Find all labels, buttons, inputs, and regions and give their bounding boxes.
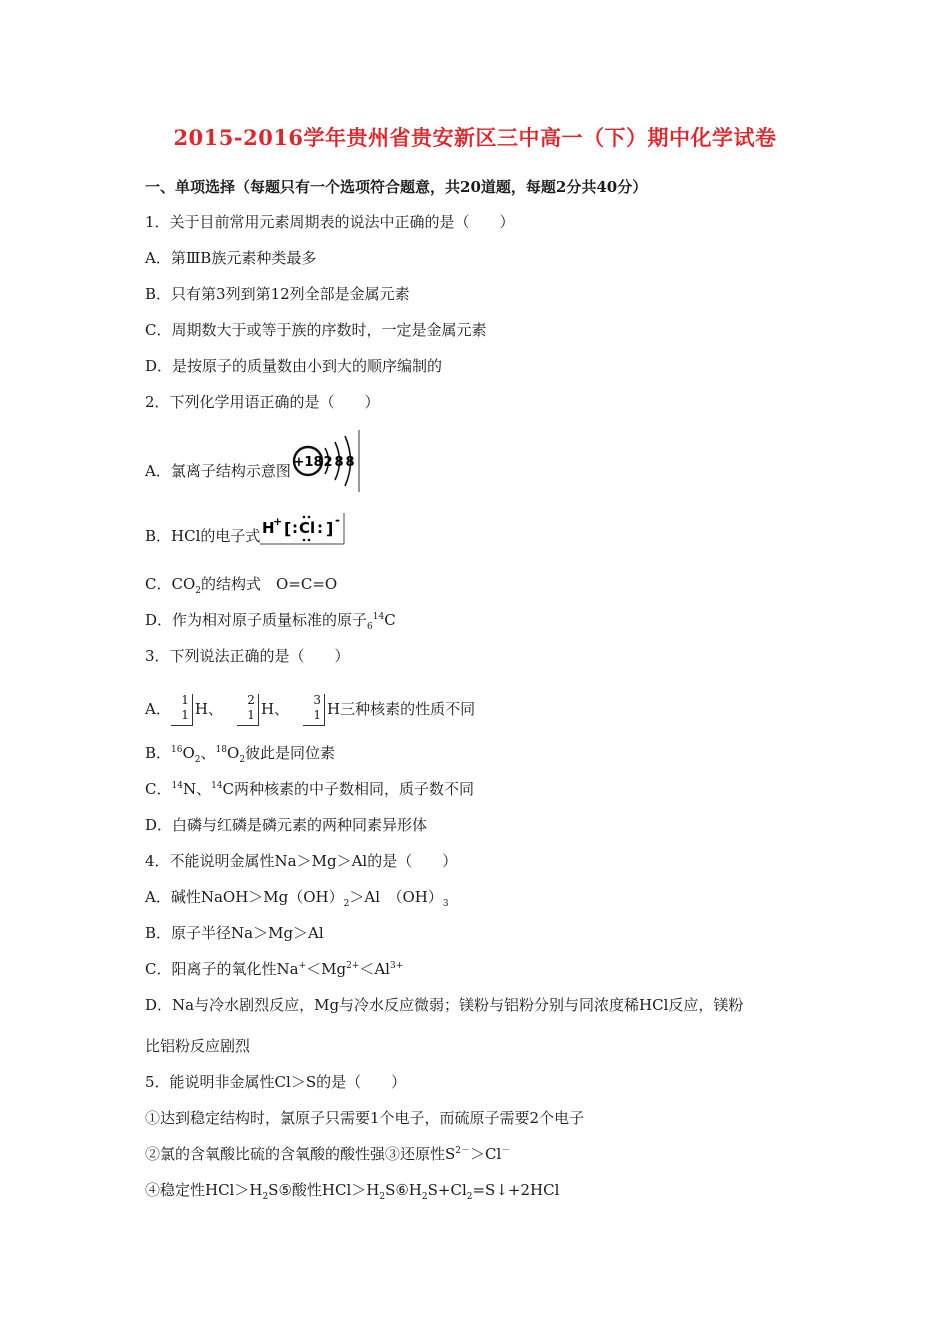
isotope-symbol: H三种核素的性质不同 bbox=[327, 700, 476, 718]
question-2-option-b bbox=[145, 513, 348, 546]
chloride-ion-structure-diagram bbox=[291, 430, 361, 492]
option-c-post: 的结构式 O=C=O bbox=[201, 575, 338, 593]
question-1-option-b: B．只有第3列到第12列全部是金属元素 bbox=[145, 285, 410, 303]
right-electron-pair: : bbox=[317, 519, 324, 537]
mass-number: 1 bbox=[181, 693, 189, 707]
option-c-post: C两种核素的中子数相同，质子数不同 bbox=[222, 780, 475, 798]
question-1-option-c: C．周期数大于或等于族的序数时，一定是金属元素 bbox=[145, 321, 487, 339]
mass-number: 18 bbox=[215, 745, 227, 755]
statement-text: =S↓+2HCl bbox=[472, 1181, 560, 1199]
option-c-mid: ＜Al bbox=[359, 960, 390, 978]
question-2-option-d bbox=[145, 610, 396, 630]
shell-3-electrons: 8 bbox=[345, 455, 355, 470]
hydrogen-symbol: H bbox=[262, 519, 275, 537]
question-4-option-d-line-1: D．Na与冷水剧烈反应，Mg与冷水反应微弱；镁粉与铝粉分别与同浓度稀HCl反应，镁粉 bbox=[145, 996, 744, 1014]
question-4-option-d-line-2: 比铝粉反应剧烈 bbox=[145, 1037, 251, 1055]
mass-number: 14 bbox=[211, 781, 223, 791]
option-a-pre: A．碱性NaOH＞Mg（OH） bbox=[145, 888, 344, 906]
chlorine-symbol: Cl bbox=[299, 519, 316, 537]
question-5-statements-2-3 bbox=[145, 1144, 510, 1164]
shell-1-electrons: 2 bbox=[323, 455, 333, 470]
charge: 3+ bbox=[389, 961, 404, 971]
statement-text: ④稳定性HCl＞H bbox=[145, 1181, 263, 1199]
question-4-option-b: B．原子半径Na＞Mg＞Al bbox=[145, 924, 324, 942]
option-c-mid: ＜Mg bbox=[306, 960, 347, 978]
nitrogen-symbol: N、 bbox=[182, 780, 212, 798]
isotope-symbol: H、 bbox=[260, 700, 290, 718]
element-symbol: C bbox=[384, 611, 396, 629]
charge: － bbox=[501, 1146, 511, 1156]
option-c-label: C． bbox=[145, 780, 172, 798]
mass-number: 14 bbox=[171, 781, 183, 791]
statement-text: ＞Cl bbox=[470, 1145, 502, 1163]
question-1-stem: 1．关于目前常用元素周期表的说法中正确的是（ ） bbox=[145, 213, 515, 231]
subscript: 2 bbox=[379, 1192, 386, 1202]
question-3-option-c bbox=[145, 779, 474, 799]
subscript: 3 bbox=[442, 899, 449, 909]
statement-text: S⑥H bbox=[385, 1181, 422, 1199]
mass-number: 3 bbox=[313, 693, 322, 707]
statement-text: ②氯的含氧酸比硫的含氧酸的酸性强③还原性S bbox=[145, 1145, 456, 1163]
left-bracket: [ bbox=[284, 519, 292, 538]
question-1-option-a: A．第ⅢB族元素种类最多 bbox=[145, 249, 317, 267]
option-c-pre: C．CO bbox=[145, 575, 196, 593]
hydrogen-2-isotope-notation bbox=[237, 694, 261, 726]
question-5-statements-4-6 bbox=[145, 1180, 559, 1200]
oxygen-symbol: O bbox=[182, 744, 195, 762]
question-3-option-d: D．白磷与红磷是磷元素的两种同素异形体 bbox=[145, 816, 428, 834]
separator: 、 bbox=[200, 744, 216, 762]
mass-number: 2 bbox=[247, 693, 255, 707]
subscript: 2 bbox=[195, 586, 201, 596]
shell-2-electrons: 8 bbox=[334, 455, 344, 470]
subscript: 2 bbox=[343, 899, 350, 909]
charge: 2+ bbox=[346, 961, 360, 971]
subscript: 2 bbox=[194, 755, 201, 765]
atomic-number: 1 bbox=[247, 708, 255, 722]
subscript: 2 bbox=[239, 755, 246, 765]
right-bracket: ] bbox=[326, 519, 334, 538]
option-a-mid: ＞Al （OH） bbox=[349, 888, 443, 906]
question-2-option-c bbox=[145, 574, 337, 594]
question-4-stem: 4．不能说明金属性Na＞Mg＞Al的是（ ） bbox=[145, 852, 458, 870]
question-4-option-c bbox=[145, 959, 403, 979]
question-4-option-a bbox=[145, 887, 449, 907]
charge: + bbox=[298, 961, 307, 971]
charge: 2－ bbox=[455, 1146, 471, 1156]
left-electron-pair: : bbox=[292, 519, 299, 537]
question-3-stem: 3．下列说法正确的是（ ） bbox=[145, 647, 350, 665]
minus-charge: - bbox=[335, 513, 341, 527]
option-b-text: B．HCl的电子式 bbox=[145, 527, 261, 545]
plus-charge: + bbox=[273, 515, 283, 528]
statement-text: S⑤酸性HCl＞H bbox=[268, 1181, 380, 1199]
option-a-text: A．氯离子结构示意图 bbox=[145, 462, 291, 480]
question-2-stem: 2．下列化学用语正确的是（ ） bbox=[145, 393, 380, 411]
atomic-number: 6 bbox=[367, 622, 373, 632]
question-3-option-a bbox=[145, 694, 475, 726]
hcl-electron-formula bbox=[260, 511, 348, 545]
statement-text: S+Cl bbox=[427, 1181, 467, 1199]
subscript: 2 bbox=[421, 1192, 428, 1202]
question-3-option-b bbox=[145, 743, 335, 763]
option-c-pre: C．阳离子的氧化性Na bbox=[145, 960, 299, 978]
subscript: 2 bbox=[262, 1192, 269, 1202]
hydrogen-3-isotope-notation bbox=[303, 694, 327, 726]
hydrogen-1-isotope-notation bbox=[171, 694, 195, 726]
section-heading: 一、单项选择（每题只有一个选项符合题意，共20道题，每题2分共40分） bbox=[145, 178, 648, 196]
option-b-label: B． bbox=[145, 744, 172, 762]
atomic-number: 1 bbox=[313, 708, 322, 722]
option-a-label: A． bbox=[145, 700, 171, 718]
subscript: 2 bbox=[466, 1192, 473, 1202]
atomic-number: 1 bbox=[181, 708, 189, 722]
question-2-option-a bbox=[145, 452, 361, 492]
question-5-stem: 5．能说明非金属性Cl＞S的是（ ） bbox=[145, 1073, 407, 1091]
nucleus-charge: +18 bbox=[293, 455, 323, 470]
mass-number: 14 bbox=[372, 612, 385, 622]
option-d-pre: D．作为相对原子质量标准的原子 bbox=[145, 611, 368, 629]
question-5-statement-1: ①达到稳定结构时，氯原子只需要1个电子，而硫原子需要2个电子 bbox=[145, 1109, 585, 1127]
mass-number: 16 bbox=[171, 745, 183, 755]
option-b-post: 彼此是同位素 bbox=[245, 744, 336, 762]
exam-title: 2015-2016学年贵州省贵安新区三中高一（下）期中化学试卷 bbox=[173, 125, 777, 150]
oxygen-symbol: O bbox=[227, 744, 240, 762]
isotope-symbol: H、 bbox=[194, 700, 223, 718]
question-1-option-d: D．是按原子的质量数由小到大的顺序编制的 bbox=[145, 357, 443, 375]
